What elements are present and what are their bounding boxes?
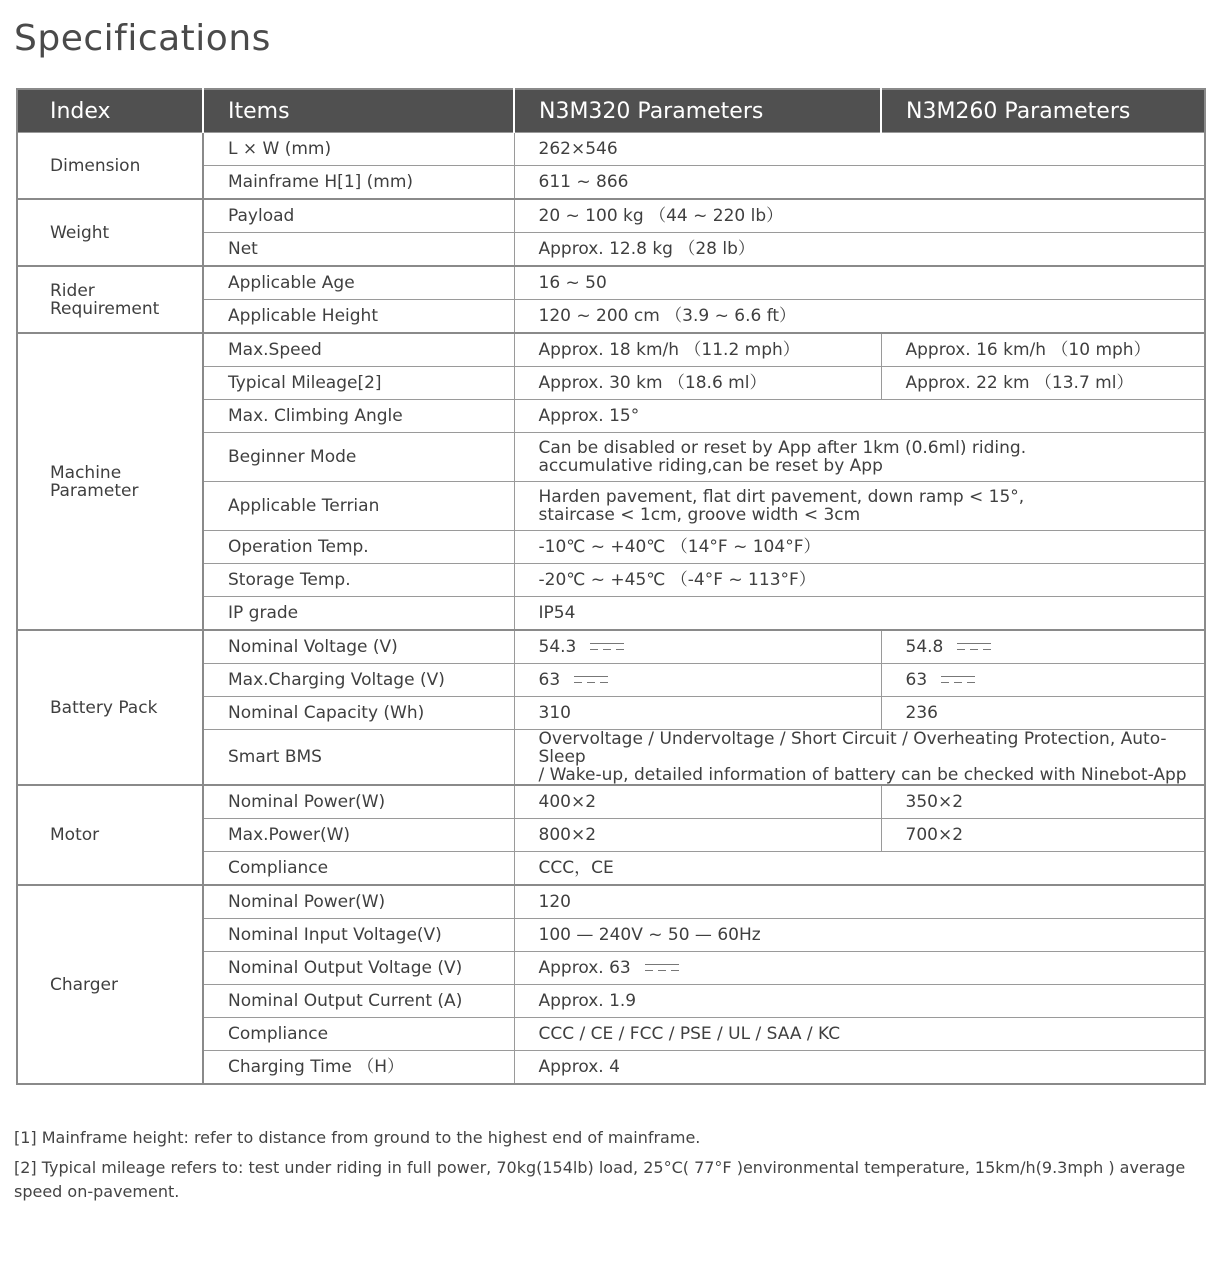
group-charger: Charger (17, 885, 203, 1084)
value-cell: 20 ~ 100 kg （44 ~ 220 lb） (514, 199, 1205, 233)
value-cell-n3m260: 700×2 (881, 819, 1205, 852)
item-cell: Max. Climbing Angle (203, 400, 514, 433)
dc-symbol-icon (957, 643, 991, 652)
header-n3m260: N3M260 Parameters (881, 89, 1205, 133)
value-line: / Wake-up, detailed information of battery can be checked with Ninebot-App (538, 765, 1187, 785)
group-weight: Weight (17, 199, 203, 266)
item-cell: Nominal Voltage (V) (203, 630, 514, 664)
value-cell: 16 ~ 50 (514, 266, 1205, 300)
value-cell-n3m260: Approx. 16 km/h （10 mph） (881, 333, 1205, 367)
item-cell: Mainframe H[1] (mm) (203, 166, 514, 200)
item-cell: Nominal Input Voltage(V) (203, 919, 514, 952)
value-text: 63 (905, 670, 928, 690)
item-cell: L × W (mm) (203, 133, 514, 166)
value-cell (514, 952, 1205, 985)
value-cell-n3m260 (881, 630, 1205, 664)
group-machine-parameter: Machine Parameter (17, 333, 203, 630)
value-cell: CCC / CE / FCC / PSE / UL / SAA / KC (514, 1018, 1205, 1051)
value-cell: 262×546 (514, 133, 1205, 166)
value-cell-n3m320 (514, 664, 881, 697)
group-dimension: Dimension (17, 133, 203, 200)
value-cell-n3m320: 400×2 (514, 785, 881, 819)
value-cell: Approx. 15° (514, 400, 1205, 433)
item-cell: Max.Charging Voltage (V) (203, 664, 514, 697)
table-row (17, 630, 1205, 664)
value-cell: Approx. 4 (514, 1051, 1205, 1085)
table-row (17, 333, 1205, 367)
header-row (17, 89, 1205, 133)
value-line: Overvoltage / Undervoltage / Short Circuit / Overheating Protection, Auto-Sleep (538, 729, 1167, 767)
footnote-2: [2] Typical mileage refers to: test under riding in full power, 70kg(154lb) load, 25°C( 77°F )environmental temperature, 15km/h(9.3mph ) average speed on-pavement. (14, 1158, 1186, 1201)
item-cell: Compliance (203, 852, 514, 886)
table-row (17, 266, 1205, 300)
value-cell (514, 482, 1205, 531)
item-cell: Nominal Capacity (Wh) (203, 697, 514, 730)
item-cell: IP grade (203, 597, 514, 631)
footnote-1: [1] Mainframe height: refer to distance from ground to the highest end of mainframe. (14, 1128, 701, 1147)
item-cell: Applicable Height (203, 300, 514, 334)
value-cell-n3m320: Approx. 30 km （18.6 ml） (514, 367, 881, 400)
value-cell: -20℃ ~ +45℃ （-4°F ~ 113°F） (514, 564, 1205, 597)
value-cell-n3m320: 800×2 (514, 819, 881, 852)
value-line: staircase < 1cm, groove width < 3cm (538, 505, 861, 525)
value-cell: CCC，CE (514, 852, 1205, 886)
item-cell: Applicable Age (203, 266, 514, 300)
value-cell-n3m260 (881, 664, 1205, 697)
dc-symbol-icon (590, 643, 624, 652)
table-row (17, 885, 1205, 919)
value-cell: IP54 (514, 597, 1205, 631)
table-row (17, 199, 1205, 233)
value-text: Approx. 63 (538, 958, 631, 978)
specifications-table (16, 88, 1206, 1085)
header-index: Index (17, 89, 203, 133)
item-cell: Charging Time （H） (203, 1051, 514, 1085)
page-title: Specifications (14, 18, 271, 59)
value-line: Harden pavement, flat dirt pavement, down ramp < 15°, (538, 487, 1025, 507)
group-motor: Motor (17, 785, 203, 885)
value-cell-n3m320: Approx. 18 km/h （11.2 mph） (514, 333, 881, 367)
item-cell: Nominal Output Current (A) (203, 985, 514, 1018)
value-cell-n3m260: Approx. 22 km （13.7 ml） (881, 367, 1205, 400)
value-cell: 120 (514, 885, 1205, 919)
item-cell: Storage Temp. (203, 564, 514, 597)
item-cell: Nominal Power(W) (203, 785, 514, 819)
item-cell: Smart BMS (203, 730, 514, 786)
footnotes (14, 1126, 1204, 1210)
value-cell: 120 ~ 200 cm （3.9 ~ 6.6 ft） (514, 300, 1205, 334)
value-text: 54.8 (905, 637, 944, 657)
group-battery-pack: Battery Pack (17, 630, 203, 785)
item-cell: Typical Mileage[2] (203, 367, 514, 400)
value-line: accumulative riding,can be reset by App (538, 456, 883, 476)
group-rider-requirement: Rider Requirement (17, 266, 203, 333)
item-cell: Max.Speed (203, 333, 514, 367)
value-cell: Approx. 12.8 kg （28 lb） (514, 233, 1205, 267)
value-cell: 611 ~ 866 (514, 166, 1205, 200)
value-text: 63 (538, 670, 561, 690)
item-cell: Compliance (203, 1018, 514, 1051)
item-cell: Beginner Mode (203, 433, 514, 482)
table-row (17, 785, 1205, 819)
value-cell (514, 730, 1205, 786)
dc-symbol-icon (645, 964, 679, 973)
dc-symbol-icon (941, 676, 975, 685)
header-items: Items (203, 89, 514, 133)
header-n3m320: N3M320 Parameters (514, 89, 881, 133)
value-cell: -10℃ ~ +40℃ （14°F ~ 104°F） (514, 531, 1205, 564)
value-cell-n3m320: 310 (514, 697, 881, 730)
value-cell: 100 — 240V ~ 50 — 60Hz (514, 919, 1205, 952)
item-cell: Applicable Terrian (203, 482, 514, 531)
value-line: Can be disabled or reset by App after 1km (0.6ml) riding. (538, 438, 1027, 458)
value-text: 54.3 (538, 637, 577, 657)
item-cell: Operation Temp. (203, 531, 514, 564)
value-cell (514, 433, 1205, 482)
table-row (17, 133, 1205, 166)
item-cell: Nominal Output Voltage (V) (203, 952, 514, 985)
item-cell: Payload (203, 199, 514, 233)
value-cell-n3m320 (514, 630, 881, 664)
dc-symbol-icon (574, 676, 608, 685)
item-cell: Nominal Power(W) (203, 885, 514, 919)
value-cell-n3m260: 350×2 (881, 785, 1205, 819)
item-cell: Max.Power(W) (203, 819, 514, 852)
value-cell-n3m260: 236 (881, 697, 1205, 730)
value-cell: Approx. 1.9 (514, 985, 1205, 1018)
item-cell: Net (203, 233, 514, 267)
